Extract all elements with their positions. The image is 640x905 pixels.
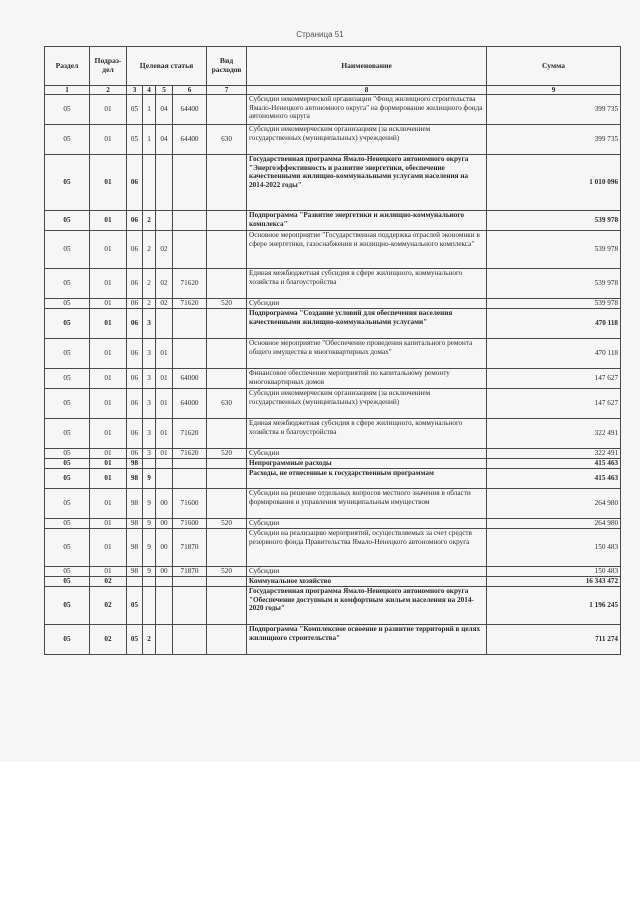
cell-razdel: 05 — [45, 469, 90, 489]
table-row — [45, 449, 621, 459]
table-row — [45, 625, 621, 655]
cell-cs2: 3 — [143, 419, 156, 449]
table-row — [45, 231, 621, 269]
cell-cs3: 01 — [156, 389, 173, 419]
cell-name: Субсидии на решение отдельных вопросов местного значения в области формирования и управления муниципальным имуществом — [247, 489, 487, 519]
cell-vid — [207, 469, 247, 489]
cell-podrazdel: 01 — [90, 459, 127, 469]
column-number-row — [45, 86, 621, 95]
table-row — [45, 211, 621, 231]
cell-razdel: 05 — [45, 529, 90, 567]
cell-podrazdel: 01 — [90, 125, 127, 155]
cell-summa: 539 978 — [487, 211, 621, 231]
cell-razdel: 05 — [45, 231, 90, 269]
cell-name: Субсидии на реализацию мероприятий, осуществляемых за счет средств резервного фонда Правительства Ямало-Ненецкого автономного округа — [247, 529, 487, 567]
cell-name: Субсидии — [247, 567, 487, 577]
table-row — [45, 369, 621, 389]
cell-cs2: 2 — [143, 211, 156, 231]
cell-summa: 399 735 — [487, 95, 621, 125]
cell-cs3: 01 — [156, 369, 173, 389]
cell-cs1: 06 — [127, 419, 143, 449]
cell-vid — [207, 459, 247, 469]
cell-cs3: 02 — [156, 299, 173, 309]
cell-razdel: 05 — [45, 519, 90, 529]
cell-cs4: 64400 — [173, 125, 207, 155]
cell-cs2: 2 — [143, 299, 156, 309]
cell-summa: 264 980 — [487, 519, 621, 529]
cell-cs3: 00 — [156, 519, 173, 529]
cell-cs1: 05 — [127, 625, 143, 655]
cell-cs3 — [156, 211, 173, 231]
header-naimenovanie: Наименование — [247, 47, 487, 86]
cell-cs3: 02 — [156, 269, 173, 299]
cell-vid — [207, 231, 247, 269]
cell-cs4 — [173, 469, 207, 489]
cell-razdel: 05 — [45, 269, 90, 299]
col-number: 1 — [45, 86, 90, 95]
cell-cs2: 2 — [143, 625, 156, 655]
cell-cs1: 05 — [127, 95, 143, 125]
cell-cs1: 06 — [127, 449, 143, 459]
col-number: 8 — [247, 86, 487, 95]
cell-name: Государственная программа Ямало-Ненецкого автономного округа "Энергоэффективность и развитие энергетики, обеспечение качественными жилищно-коммунальными услугами населения на 2014-2022 годы" — [247, 155, 487, 211]
cell-cs2: 1 — [143, 125, 156, 155]
cell-cs3: 01 — [156, 339, 173, 369]
cell-vid — [207, 369, 247, 389]
cell-summa: 539 978 — [487, 269, 621, 299]
header-vid-rashodov: Вид расходов — [207, 47, 247, 86]
cell-razdel: 05 — [45, 625, 90, 655]
cell-summa: 539 978 — [487, 231, 621, 269]
cell-vid: 630 — [207, 125, 247, 155]
cell-razdel: 05 — [45, 489, 90, 519]
cell-razdel: 05 — [45, 449, 90, 459]
cell-podrazdel: 01 — [90, 211, 127, 231]
cell-name: Основное мероприятие "Государственная поддержка отраслей экономики в сфере энергетики, газоснабжения и жилищно-коммунального комплекса" — [247, 231, 487, 269]
table-row — [45, 155, 621, 211]
cell-podrazdel: 02 — [90, 587, 127, 625]
cell-cs2: 3 — [143, 369, 156, 389]
cell-cs3: 01 — [156, 449, 173, 459]
cell-podrazdel: 01 — [90, 231, 127, 269]
cell-cs2: 3 — [143, 339, 156, 369]
table-row — [45, 567, 621, 577]
table-row — [45, 519, 621, 529]
cell-vid: 520 — [207, 519, 247, 529]
cell-cs2: 3 — [143, 389, 156, 419]
cell-summa: 1 196 245 — [487, 587, 621, 625]
cell-cs3 — [156, 577, 173, 587]
cell-summa: 322 491 — [487, 419, 621, 449]
cell-podrazdel: 01 — [90, 449, 127, 459]
cell-summa: 150 483 — [487, 529, 621, 567]
cell-podrazdel: 01 — [90, 369, 127, 389]
cell-cs4: 71870 — [173, 567, 207, 577]
col-number: 7 — [207, 86, 247, 95]
cell-vid — [207, 489, 247, 519]
cell-razdel: 05 — [45, 155, 90, 211]
table-row — [45, 459, 621, 469]
col-number: 3 — [127, 86, 143, 95]
cell-name: Расходы, не отнесенные к государственным программам — [247, 469, 487, 489]
cell-cs4: 64000 — [173, 369, 207, 389]
cell-razdel: 05 — [45, 339, 90, 369]
table-row — [45, 587, 621, 625]
cell-cs1: 06 — [127, 155, 143, 211]
cell-cs2: 9 — [143, 519, 156, 529]
header-summa: Сумма — [487, 47, 621, 86]
cell-cs3: 00 — [156, 489, 173, 519]
table-row — [45, 389, 621, 419]
cell-cs4 — [173, 309, 207, 339]
cell-summa: 470 118 — [487, 339, 621, 369]
cell-podrazdel: 02 — [90, 625, 127, 655]
cell-vid — [207, 419, 247, 449]
cell-cs4: 71600 — [173, 519, 207, 529]
cell-cs4 — [173, 339, 207, 369]
cell-vid — [207, 155, 247, 211]
cell-cs3 — [156, 309, 173, 339]
cell-razdel: 05 — [45, 577, 90, 587]
cell-name: Единая межбюджетная субсидия в сфере жилищного, коммунального хозяйства и благоустройства — [247, 419, 487, 449]
cell-cs4 — [173, 211, 207, 231]
table-body — [45, 95, 621, 655]
cell-cs3: 04 — [156, 125, 173, 155]
cell-cs2 — [143, 155, 156, 211]
col-number: 6 — [173, 86, 207, 95]
cell-razdel: 05 — [45, 309, 90, 339]
cell-cs1: 98 — [127, 529, 143, 567]
cell-podrazdel: 01 — [90, 309, 127, 339]
cell-summa: 711 274 — [487, 625, 621, 655]
cell-cs2: 3 — [143, 309, 156, 339]
cell-summa: 1 010 096 — [487, 155, 621, 211]
cell-name: Субсидии — [247, 519, 487, 529]
cell-cs1: 06 — [127, 309, 143, 339]
cell-cs3 — [156, 155, 173, 211]
cell-name: Финансовое обеспечение мероприятий по капитальному ремонту многоквартирных домов — [247, 369, 487, 389]
cell-summa: 147 627 — [487, 389, 621, 419]
table-row — [45, 469, 621, 489]
cell-cs4: 71620 — [173, 269, 207, 299]
cell-name: Субсидии некоммерческим организациям (за исключением государственных (муниципальных) учреждений) — [247, 125, 487, 155]
cell-razdel: 05 — [45, 299, 90, 309]
budget-table — [44, 46, 621, 655]
cell-razdel: 05 — [45, 125, 90, 155]
cell-name: Подпрограмма "Создание условий для обеспечения населения качественными жилищно-коммунальными услугами" — [247, 309, 487, 339]
cell-vid: 520 — [207, 449, 247, 459]
cell-name: Субсидии — [247, 299, 487, 309]
cell-cs4: 71600 — [173, 489, 207, 519]
cell-cs1: 06 — [127, 369, 143, 389]
cell-cs3 — [156, 587, 173, 625]
cell-razdel: 05 — [45, 587, 90, 625]
cell-cs1: 06 — [127, 269, 143, 299]
cell-cs1: 05 — [127, 587, 143, 625]
cell-summa: 470 118 — [487, 309, 621, 339]
cell-summa: 322 491 — [487, 449, 621, 459]
cell-name: Подпрограмма "Комплексное освоение и развитие территорий в целях жилищного строительства" — [247, 625, 487, 655]
table-row — [45, 529, 621, 567]
cell-cs4 — [173, 231, 207, 269]
col-number: 4 — [143, 86, 156, 95]
cell-cs3: 00 — [156, 529, 173, 567]
cell-vid — [207, 577, 247, 587]
cell-cs2: 9 — [143, 567, 156, 577]
cell-summa: 264 980 — [487, 489, 621, 519]
cell-podrazdel: 01 — [90, 389, 127, 419]
table-row — [45, 299, 621, 309]
cell-razdel: 05 — [45, 459, 90, 469]
cell-vid — [207, 529, 247, 567]
cell-razdel: 05 — [45, 419, 90, 449]
cell-cs2: 9 — [143, 489, 156, 519]
cell-podrazdel: 01 — [90, 339, 127, 369]
cell-cs1: 98 — [127, 519, 143, 529]
table-row — [45, 125, 621, 155]
cell-podrazdel: 01 — [90, 519, 127, 529]
table-row — [45, 339, 621, 369]
cell-cs2 — [143, 459, 156, 469]
cell-cs2: 3 — [143, 449, 156, 459]
cell-razdel: 05 — [45, 389, 90, 419]
cell-cs3: 02 — [156, 231, 173, 269]
cell-vid — [207, 309, 247, 339]
cell-cs2: 1 — [143, 95, 156, 125]
table-row — [45, 419, 621, 449]
cell-cs1: 98 — [127, 459, 143, 469]
cell-podrazdel: 02 — [90, 577, 127, 587]
cell-vid — [207, 587, 247, 625]
col-number: 9 — [487, 86, 621, 95]
cell-name: Непрограммные расходы — [247, 459, 487, 469]
cell-name: Коммунальное хозяйство — [247, 577, 487, 587]
header-podrazdel: Подраз-дел — [90, 47, 127, 86]
cell-name: Единая межбюджетная субсидия в сфере жилищного, коммунального хозяйства и благоустройства — [247, 269, 487, 299]
cell-cs2: 2 — [143, 231, 156, 269]
header-celevaya-statya: Целевая статья — [127, 47, 207, 86]
cell-podrazdel: 01 — [90, 419, 127, 449]
cell-name: Субсидии некоммерческим организациям (за исключением государственных (муниципальных) учреждений) — [247, 389, 487, 419]
cell-name: Государственная программа Ямало-Ненецкого автономного округа "Обеспечение доступным и комфортным жильем населения на 2014-2020 годы" — [247, 587, 487, 625]
cell-cs3 — [156, 625, 173, 655]
cell-cs3 — [156, 459, 173, 469]
cell-summa: 147 627 — [487, 369, 621, 389]
cell-cs2: 2 — [143, 269, 156, 299]
cell-cs4 — [173, 459, 207, 469]
cell-podrazdel: 01 — [90, 269, 127, 299]
cell-name: Основное мероприятие "Обеспечение проведения капитального ремонта общего имущества в многоквартирных домах" — [247, 339, 487, 369]
cell-cs4: 71870 — [173, 529, 207, 567]
cell-vid: 520 — [207, 299, 247, 309]
cell-cs4: 71620 — [173, 419, 207, 449]
cell-cs1: 06 — [127, 231, 143, 269]
cell-cs2 — [143, 577, 156, 587]
cell-vid: 630 — [207, 389, 247, 419]
cell-podrazdel: 01 — [90, 489, 127, 519]
col-number: 2 — [90, 86, 127, 95]
cell-summa: 150 483 — [487, 567, 621, 577]
cell-razdel: 05 — [45, 369, 90, 389]
cell-summa: 539 978 — [487, 299, 621, 309]
cell-podrazdel: 01 — [90, 95, 127, 125]
cell-cs1: 06 — [127, 339, 143, 369]
header-razdel: Раздел — [45, 47, 90, 86]
cell-cs4 — [173, 625, 207, 655]
cell-podrazdel: 01 — [90, 469, 127, 489]
cell-summa: 16 343 472 — [487, 577, 621, 587]
cell-cs1: 98 — [127, 469, 143, 489]
cell-cs4: 71620 — [173, 299, 207, 309]
table-row — [45, 309, 621, 339]
cell-cs4: 64000 — [173, 389, 207, 419]
cell-podrazdel: 01 — [90, 299, 127, 309]
cell-cs1: 06 — [127, 389, 143, 419]
page-number-header: Страница 51 — [296, 30, 344, 39]
cell-vid — [207, 625, 247, 655]
cell-cs2: 9 — [143, 529, 156, 567]
cell-vid: 520 — [207, 567, 247, 577]
cell-cs1: 06 — [127, 211, 143, 231]
col-number: 5 — [156, 86, 173, 95]
cell-razdel: 05 — [45, 95, 90, 125]
table-row — [45, 269, 621, 299]
cell-cs4 — [173, 577, 207, 587]
cell-vid — [207, 269, 247, 299]
cell-razdel: 05 — [45, 211, 90, 231]
table-row — [45, 489, 621, 519]
cell-cs2: 9 — [143, 469, 156, 489]
cell-cs4 — [173, 155, 207, 211]
table-row — [45, 95, 621, 125]
cell-cs4 — [173, 587, 207, 625]
cell-name: Субсидии некоммерческой организации "Фонд жилищного строительства Ямало-Ненецкого автономного округа" на формирование жилищного фонда автономного округа — [247, 95, 487, 125]
header-row — [45, 47, 621, 86]
cell-cs1: 98 — [127, 489, 143, 519]
cell-cs1: 06 — [127, 299, 143, 309]
cell-name: Субсидии — [247, 449, 487, 459]
cell-cs1 — [127, 577, 143, 587]
cell-cs3: 01 — [156, 419, 173, 449]
cell-cs3: 00 — [156, 567, 173, 577]
cell-cs1: 98 — [127, 567, 143, 577]
cell-cs3 — [156, 469, 173, 489]
cell-summa: 415 463 — [487, 459, 621, 469]
table-row — [45, 577, 621, 587]
cell-cs1: 05 — [127, 125, 143, 155]
cell-cs4: 71620 — [173, 449, 207, 459]
cell-summa: 415 463 — [487, 469, 621, 489]
cell-summa: 399 735 — [487, 125, 621, 155]
cell-razdel: 05 — [45, 567, 90, 577]
cell-cs3: 04 — [156, 95, 173, 125]
cell-podrazdel: 01 — [90, 529, 127, 567]
cell-name: Подпрограмма "Развитие энергетики и жилищно-коммунального комплекса" — [247, 211, 487, 231]
cell-cs2 — [143, 587, 156, 625]
cell-podrazdel: 01 — [90, 155, 127, 211]
cell-podrazdel: 01 — [90, 567, 127, 577]
cell-vid — [207, 95, 247, 125]
cell-vid — [207, 211, 247, 231]
cell-vid — [207, 339, 247, 369]
cell-cs4: 64400 — [173, 95, 207, 125]
